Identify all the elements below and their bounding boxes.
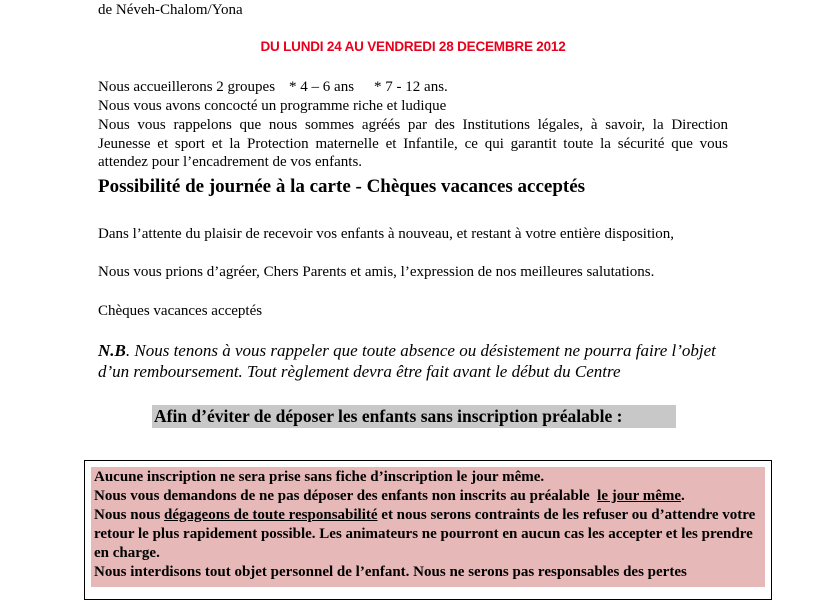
- notice-line-2-end: .: [681, 488, 685, 504]
- notice-line-2-underlined: le jour même: [597, 488, 682, 504]
- possibility-heading: Possibilité de journée à la carte - Chèques vacances acceptés: [98, 176, 586, 197]
- group-2: * 7 - 12 ans.: [374, 79, 448, 95]
- notice-line-1: Aucune inscription ne sera prise sans fiche d’inscription le jour même.: [94, 469, 545, 485]
- notice-line-2-text: Nous vous demandons de ne pas déposer des enfants non inscrits au préalable: [94, 488, 598, 504]
- header-fragment: de Néveh-Chalom/Yona: [98, 2, 243, 18]
- nb-text: . Nous tenons à vous rappeler que toute absence ou désistement ne pourra faire l’objet d’un remboursement. Tout règlement devra être fait avant le début du Centre: [98, 341, 716, 381]
- group-1: * 4 – 6 ans: [289, 79, 355, 95]
- salutations-line: Nous vous prions d’agréer, Chers Parents et amis, l’expression de nos meilleures salutations.: [98, 264, 655, 280]
- notice-line-4: Nous interdisons tout objet personnel de l’enfant. Nous ne serons pas responsables des pertes: [94, 564, 687, 580]
- nb-paragraph: [98, 340, 718, 382]
- date-heading: DU LUNDI 24 AU VENDREDI 28 DECEMBRE 2012: [260, 39, 566, 54]
- notice-line-3-end: et nous serons contraints de les refuser ou d’attendre votre retour le plus rapidement possible. Les animateurs ne pourront en aucun cas les accepter et les prendre en charge.: [94, 507, 756, 561]
- groups-prefix: Nous accueillerons 2 groupes: [98, 79, 276, 95]
- agreement-paragraph: Nous vous rappelons que nous sommes agréés par des Institutions légales, à savoir, la Direction Jeunesse et sport et la Protection maternelle et Infantile, ce qui garantit toute la sécurité que vous attendez pour l’encadrement de vos enfants.: [98, 117, 728, 170]
- notice-line-2: [94, 487, 762, 506]
- notice-line-3-underlined: dégageons de toute responsabilité: [164, 507, 378, 523]
- attente-paragraph: Dans l’attente du plaisir de recevoir vos enfants à nouveau, et restant à votre entière disposition,: [98, 226, 675, 242]
- cheques-line: Chèques vacances acceptés: [98, 303, 263, 319]
- groups-line: [98, 78, 448, 96]
- notice-line-3-text: Nous nous: [94, 507, 165, 523]
- nb-label: N.B: [98, 341, 126, 360]
- afin-heading: Afin d’éviter de déposer les enfants sans inscription préalable :: [152, 405, 676, 428]
- program-line: Nous vous avons concocté un programme riche et ludique: [98, 98, 447, 114]
- notice-line-3: [94, 506, 762, 563]
